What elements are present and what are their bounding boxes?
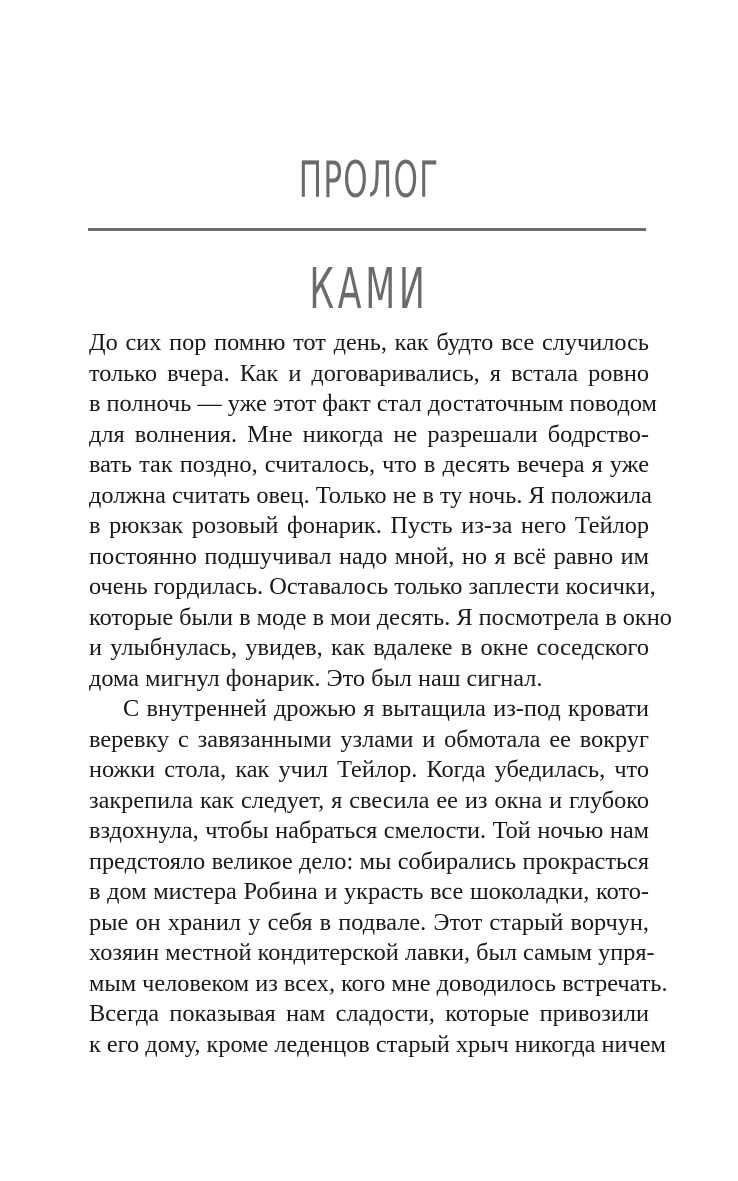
text-line: к его дому, кроме леденцов старый хрыч никогда ничем [89, 1030, 666, 1058]
text-line: Всегда показывая нам сладости, которые привозили [89, 1000, 649, 1027]
text-line: для волнения. Мне никогда не разрешали бодрство- [89, 420, 649, 448]
title-divider [88, 228, 646, 231]
text-line: постоянно подшучивал надо мной, но я всё равно им [89, 542, 649, 570]
text-line: только вчера. Как и договаривались, я встала ровно [89, 359, 649, 387]
text-line: в рюкзак розовый фонарик. Пусть из-за него Тейлор [89, 512, 649, 539]
body-text [89, 328, 672, 1060]
text-line: дома мигнул фонарик. Это был наш сигнал. [89, 664, 543, 692]
text-line: и улыбнулась, увидев, как вдалеке в окне соседского [89, 634, 649, 661]
text-line: закрепила как следует, я свесила ее из окна и глубоко [89, 786, 649, 814]
text-line: веревку с завязанными узлами и обмотала ее вокруг [89, 725, 649, 753]
paragraph-2 [89, 694, 668, 1060]
text-line: мым человеком из всех, кого мне доводилось встречать. [89, 969, 668, 997]
chapter-title: КАМИ [309, 257, 429, 322]
text-line: должна считать овец. Только не в ту ночь. Я положила [89, 481, 652, 509]
text-line: С внутренней дрожью я вытащила из-под кровати [123, 695, 649, 722]
text-line: хозяин местной кондитерской лавки, был самым упря- [89, 939, 655, 966]
text-line: вздохнула, чтобы набраться смелости. Той ночью нам [89, 817, 649, 844]
text-line: которые были в моде в мои десять. Я посмотрела в окно [89, 603, 672, 631]
text-line: рые он хранил у себя в подвале. Этот старый ворчун, [89, 908, 649, 936]
part-title: ПРОЛОГ [298, 151, 440, 209]
text-line: в полночь — уже этот факт стал достаточным поводом [89, 390, 657, 417]
text-line: очень гордилась. Оставалось только заплести косички, [89, 573, 656, 600]
text-line: в дом мистера Робина и украсть все шоколадки, кото- [89, 878, 649, 905]
text-line: До сих пор помню тот день, как будто все случилось [89, 329, 649, 356]
text-line: вать так поздно, считалось, что в десять вечера я уже [89, 451, 649, 478]
text-line: ножки стола, как учил Тейлор. Когда убедилась, что [89, 756, 649, 783]
paragraph-1 [89, 328, 672, 694]
text-line: предстояло великое дело: мы собирались прокрасться [89, 847, 649, 875]
